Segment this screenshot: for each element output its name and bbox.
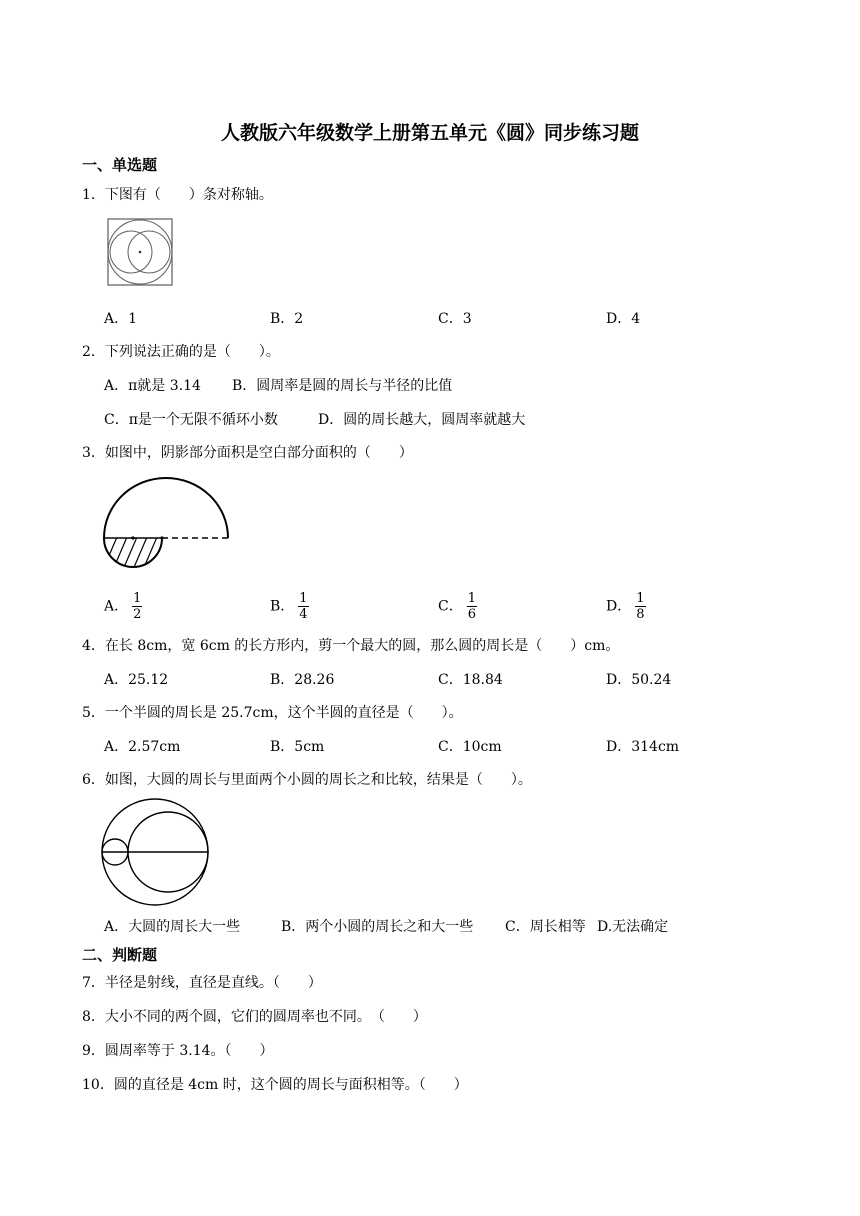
q3-option-b bbox=[270, 592, 309, 621]
fraction-numerator: 1 bbox=[467, 591, 476, 606]
q3-option-d-letter: D． bbox=[606, 598, 632, 615]
fraction-numerator: 1 bbox=[636, 591, 645, 606]
q4-option-c: C．18.84 bbox=[438, 672, 503, 688]
q6-option-b: B．两个小圆的周长之和大一些 bbox=[281, 919, 474, 935]
question-4: 4．在长 8cm，宽 6cm 的长方形内，剪一个最大的圆，那么圆的周长是（ ）cm。 bbox=[82, 638, 620, 654]
q3-option-a-letter: A． bbox=[104, 598, 129, 615]
q4-option-d: D．50.24 bbox=[606, 672, 672, 688]
q6-option-a: A．大圆的周长大一些 bbox=[104, 919, 241, 935]
q5-option-a: A．2.57cm bbox=[104, 739, 181, 755]
q1-option-c: C．3 bbox=[438, 311, 472, 327]
fraction-numerator: 1 bbox=[133, 591, 142, 606]
fraction-denominator: 8 bbox=[636, 607, 645, 622]
question-5: 5．一个半圆的周长是 25.7cm，这个半圆的直径是（ ）。 bbox=[82, 705, 463, 721]
q5-option-d: D．314cm bbox=[606, 739, 680, 755]
q6-figure bbox=[98, 798, 212, 908]
question-8: 8．大小不同的两个圆，它们的圆周率也不同。 （ ） bbox=[82, 1009, 427, 1025]
q6-option-d: D.无法确定 bbox=[597, 919, 669, 935]
q4-option-b: B．28.26 bbox=[270, 672, 335, 688]
q2-option-a: A．π就是 3.14 bbox=[104, 378, 201, 394]
q4-option-a: A．25.12 bbox=[104, 672, 169, 688]
section-single-choice: 一、单选题 bbox=[82, 156, 158, 174]
question-7: 7．半径是射线，直径是直线。（ ） bbox=[82, 975, 322, 991]
q2-option-b: B．圆周率是圆的周长与半径的比值 bbox=[232, 378, 453, 394]
question-6: 6．如图，大圆的周长与里面两个小圆的周长之和比较，结果是（ ）。 bbox=[82, 772, 532, 788]
page-title: 人教版六年级数学上册第五单元《圆》同步练习题 bbox=[220, 122, 639, 144]
q3-option-d-fraction bbox=[635, 592, 645, 621]
q1-option-b: B．2 bbox=[270, 311, 304, 327]
q1-figure bbox=[104, 216, 176, 290]
fraction-denominator: 2 bbox=[133, 607, 142, 622]
q3-figure bbox=[98, 472, 238, 572]
question-1: 1．下图有（ ）条对称轴。 bbox=[82, 187, 273, 203]
q1-option-a: A．1 bbox=[104, 311, 138, 327]
q5-option-c: C．10cm bbox=[438, 739, 502, 755]
q1-option-d: D．4 bbox=[606, 311, 641, 327]
question-3: 3．如图中，阴影部分面积是空白部分面积的（ ） bbox=[82, 445, 413, 461]
q3-option-b-fraction bbox=[298, 592, 308, 621]
q2-option-c: C．π是一个无限不循环小数 bbox=[104, 412, 278, 428]
q3-option-a bbox=[104, 592, 142, 621]
question-2: 2．下列说法正确的是（ ）。 bbox=[82, 344, 280, 360]
q3-option-c-letter: C． bbox=[438, 598, 463, 615]
q3-option-d bbox=[606, 592, 646, 621]
section-true-false: 二、判断题 bbox=[82, 946, 158, 964]
fraction-numerator: 1 bbox=[299, 591, 308, 606]
question-10: 10．圆的直径是 4cm 时，这个圆的周长与面积相等。（ ） bbox=[82, 1077, 468, 1093]
q3-option-c-fraction bbox=[467, 592, 477, 621]
q3-option-c bbox=[438, 592, 477, 621]
q3-option-b-letter: B． bbox=[270, 598, 295, 615]
q6-option-c: C．周长相等 bbox=[505, 919, 586, 935]
question-9: 9．圆周率等于 3.14。（ ） bbox=[82, 1043, 274, 1059]
q2-option-d: D．圆的周长越大，圆周率就越大 bbox=[318, 412, 526, 428]
fraction-denominator: 6 bbox=[467, 607, 476, 622]
q5-option-b: B．5cm bbox=[270, 739, 325, 755]
fraction-denominator: 4 bbox=[299, 607, 308, 622]
q3-option-a-fraction bbox=[132, 592, 142, 621]
